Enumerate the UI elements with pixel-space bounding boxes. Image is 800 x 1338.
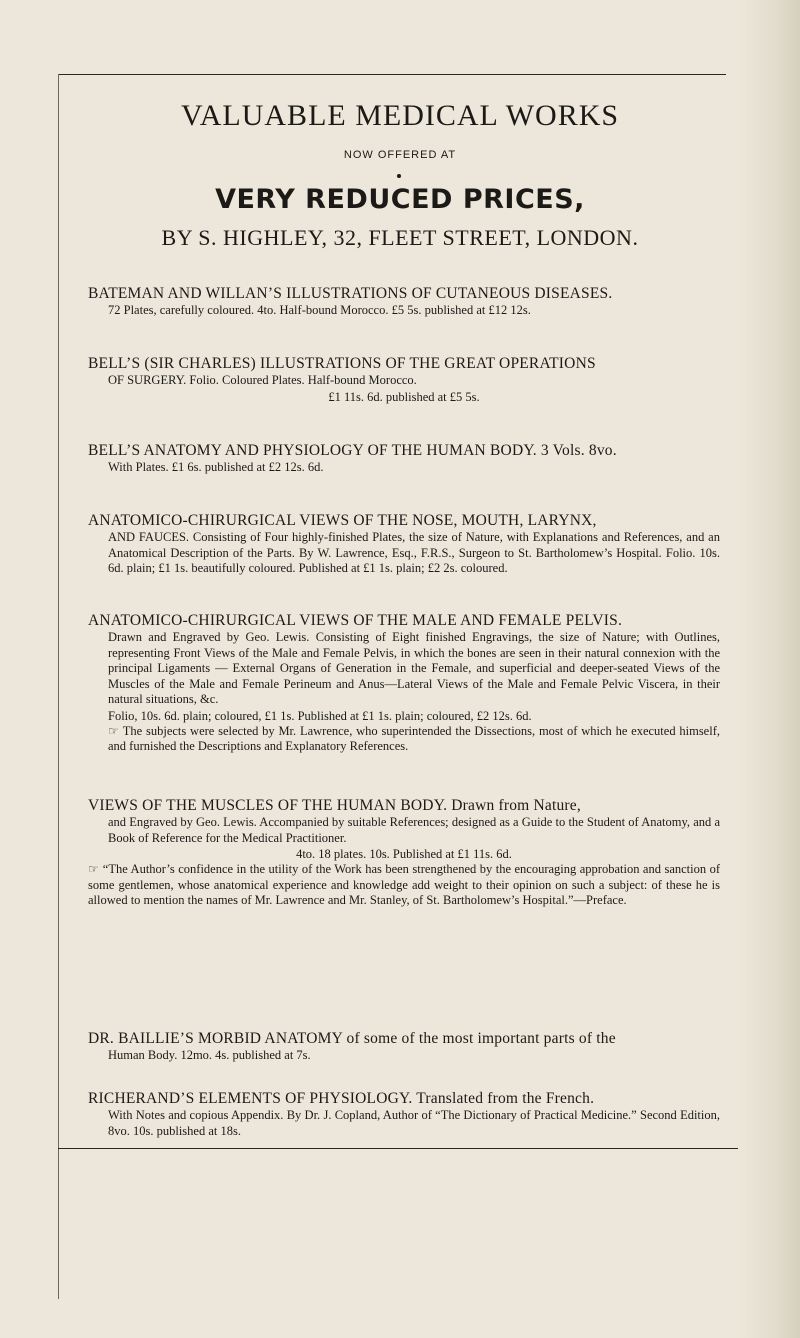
top-rule — [58, 74, 726, 75]
entry-bell-anatomy — [88, 442, 720, 476]
ornament-dot — [397, 174, 401, 178]
entry-heading: BELL’S (SIR CHARLES) ILLUSTRATIONS OF THE GREAT OPERATIONS — [88, 355, 596, 372]
offered-line: NOW OFFERED AT — [343, 149, 457, 161]
catalogue-title: VALUABLE MEDICAL WORKS — [180, 99, 620, 132]
page-edge — [740, 0, 800, 1338]
entry-nose-mouth-larynx — [88, 512, 720, 577]
manicule-icon: ☞ — [108, 723, 119, 738]
entry-price: £1 11s. 6d. published at £5 5s. — [328, 389, 480, 404]
entry-heading: BELL’S ANATOMY AND PHYSIOLOGY OF THE HUMAN BODY. 3 Vols. 8vo. — [88, 442, 617, 459]
entry-bateman — [88, 285, 720, 319]
entry-heading: DR. BAILLIE’S MORBID ANATOMY of some of the most important parts of the — [88, 1030, 616, 1047]
entry-details: Human Body. 12mo. 4s. published at 7s. — [108, 1048, 311, 1062]
entry-bell-operations — [88, 355, 720, 405]
note-text: “The Author’s confidence in the utility of the Work has been strengthened by the encouraging approbation and sanction of some gentlemen, whose anatomical experience and knowledge add weight to their opinion on such a subject: of these he is allowed to mention the names of Mr. Lawrence and Mr. Stanley, of St. Bartholomew’s Hospital.”—Preface. — [88, 862, 720, 907]
publisher-line: BY S. HIGHLEY, 32, FLEET STREET, LONDON. — [161, 225, 639, 250]
entry-price: 4to. 18 plates. 10s. Published at £1 11s. 6d. — [296, 847, 512, 861]
entry-baillie — [88, 1030, 720, 1064]
reduced-prices-heading: VERY REDUCED PRICES, — [215, 184, 585, 215]
entry-heading: RICHERAND’S ELEMENTS OF PHYSIOLOGY. Translated from the French. — [88, 1090, 595, 1107]
entry-heading: VIEWS OF THE MUSCLES OF THE HUMAN BODY. Drawn from Nature, — [88, 797, 581, 814]
entry-heading: ANATOMICO-CHIRURGICAL VIEWS OF THE MALE AND FEMALE PELVIS. — [88, 612, 623, 629]
entry-note — [88, 724, 720, 755]
entry-details: OF SURGERY. Folio. Coloured Plates. Half-bound Morocco. — [108, 373, 417, 387]
manicule-icon: ☞ — [88, 862, 99, 876]
entry-heading: BATEMAN AND WILLAN’S ILLUSTRATIONS OF CUTANEOUS DISEASES. — [88, 285, 613, 302]
entry-details: With Plates. £1 6s. published at £2 12s. 6d. — [108, 460, 324, 474]
entry-details: and Engraved by Geo. Lewis. Accompanied by suitable References; designed as a Guide to the Student of Anatomy, and a Book of Reference for the Medical Practitioner. — [108, 815, 720, 845]
left-rule — [58, 74, 59, 1299]
entry-details: With Notes and copious Appendix. By Dr. J. Copland, Author of “The Dictionary of Practical Medicine.” Second Edition, 8vo. 10s. published at 18s. — [108, 1108, 720, 1138]
entry-price: Folio, 10s. 6d. plain; coloured, £1 1s. Published at £1 1s. plain; coloured, £2 12s. 6d. — [108, 708, 532, 723]
entry-note — [88, 862, 720, 909]
entry-pelvis — [88, 612, 720, 755]
entry-heading: ANATOMICO-CHIRURGICAL VIEWS OF THE NOSE, MOUTH, LARYNX, — [88, 512, 597, 529]
entry-details: AND FAUCES. Consisting of Four highly-finished Plates, the size of Nature, with Explanations and References, and an Anatomical Description of the Parts. By W. Lawrence, Esq., F.R.S., Surgeon to St. Bartholomew’s Hospital. Folio. 10s. 6d. plain; £1 1s. beautifully coloured. Published at £1 1s. plain; £2 2s. coloured. — [108, 530, 720, 575]
bottom-rule — [58, 1148, 738, 1149]
entry-muscles — [88, 797, 720, 909]
entry-details: Drawn and Engraved by Geo. Lewis. Consisting of Eight finished Engravings, the size of Nature; with Outlines, representing Front Views of the Male and Female Pelvis, in which the bones are seen in their natural connexion with the principal Ligaments — External Organs of Generation in the Female, and superficial and deeper-seated Views of the Muscles of the Male and Female Perineum and Anus—Lateral Views of the Male and Female Pelvic Viscera, in their natural situations, &c. — [108, 630, 720, 706]
entry-details: 72 Plates, carefully coloured. 4to. Half-bound Morocco. £5 5s. published at £12 12s. — [108, 303, 531, 317]
entry-richerand — [88, 1090, 720, 1139]
note-text: The subjects were selected by Mr. Lawrence, who superintended the Dissections, most of which he executed himself, and furnished the Descriptions and Explanatory References. — [108, 723, 720, 753]
